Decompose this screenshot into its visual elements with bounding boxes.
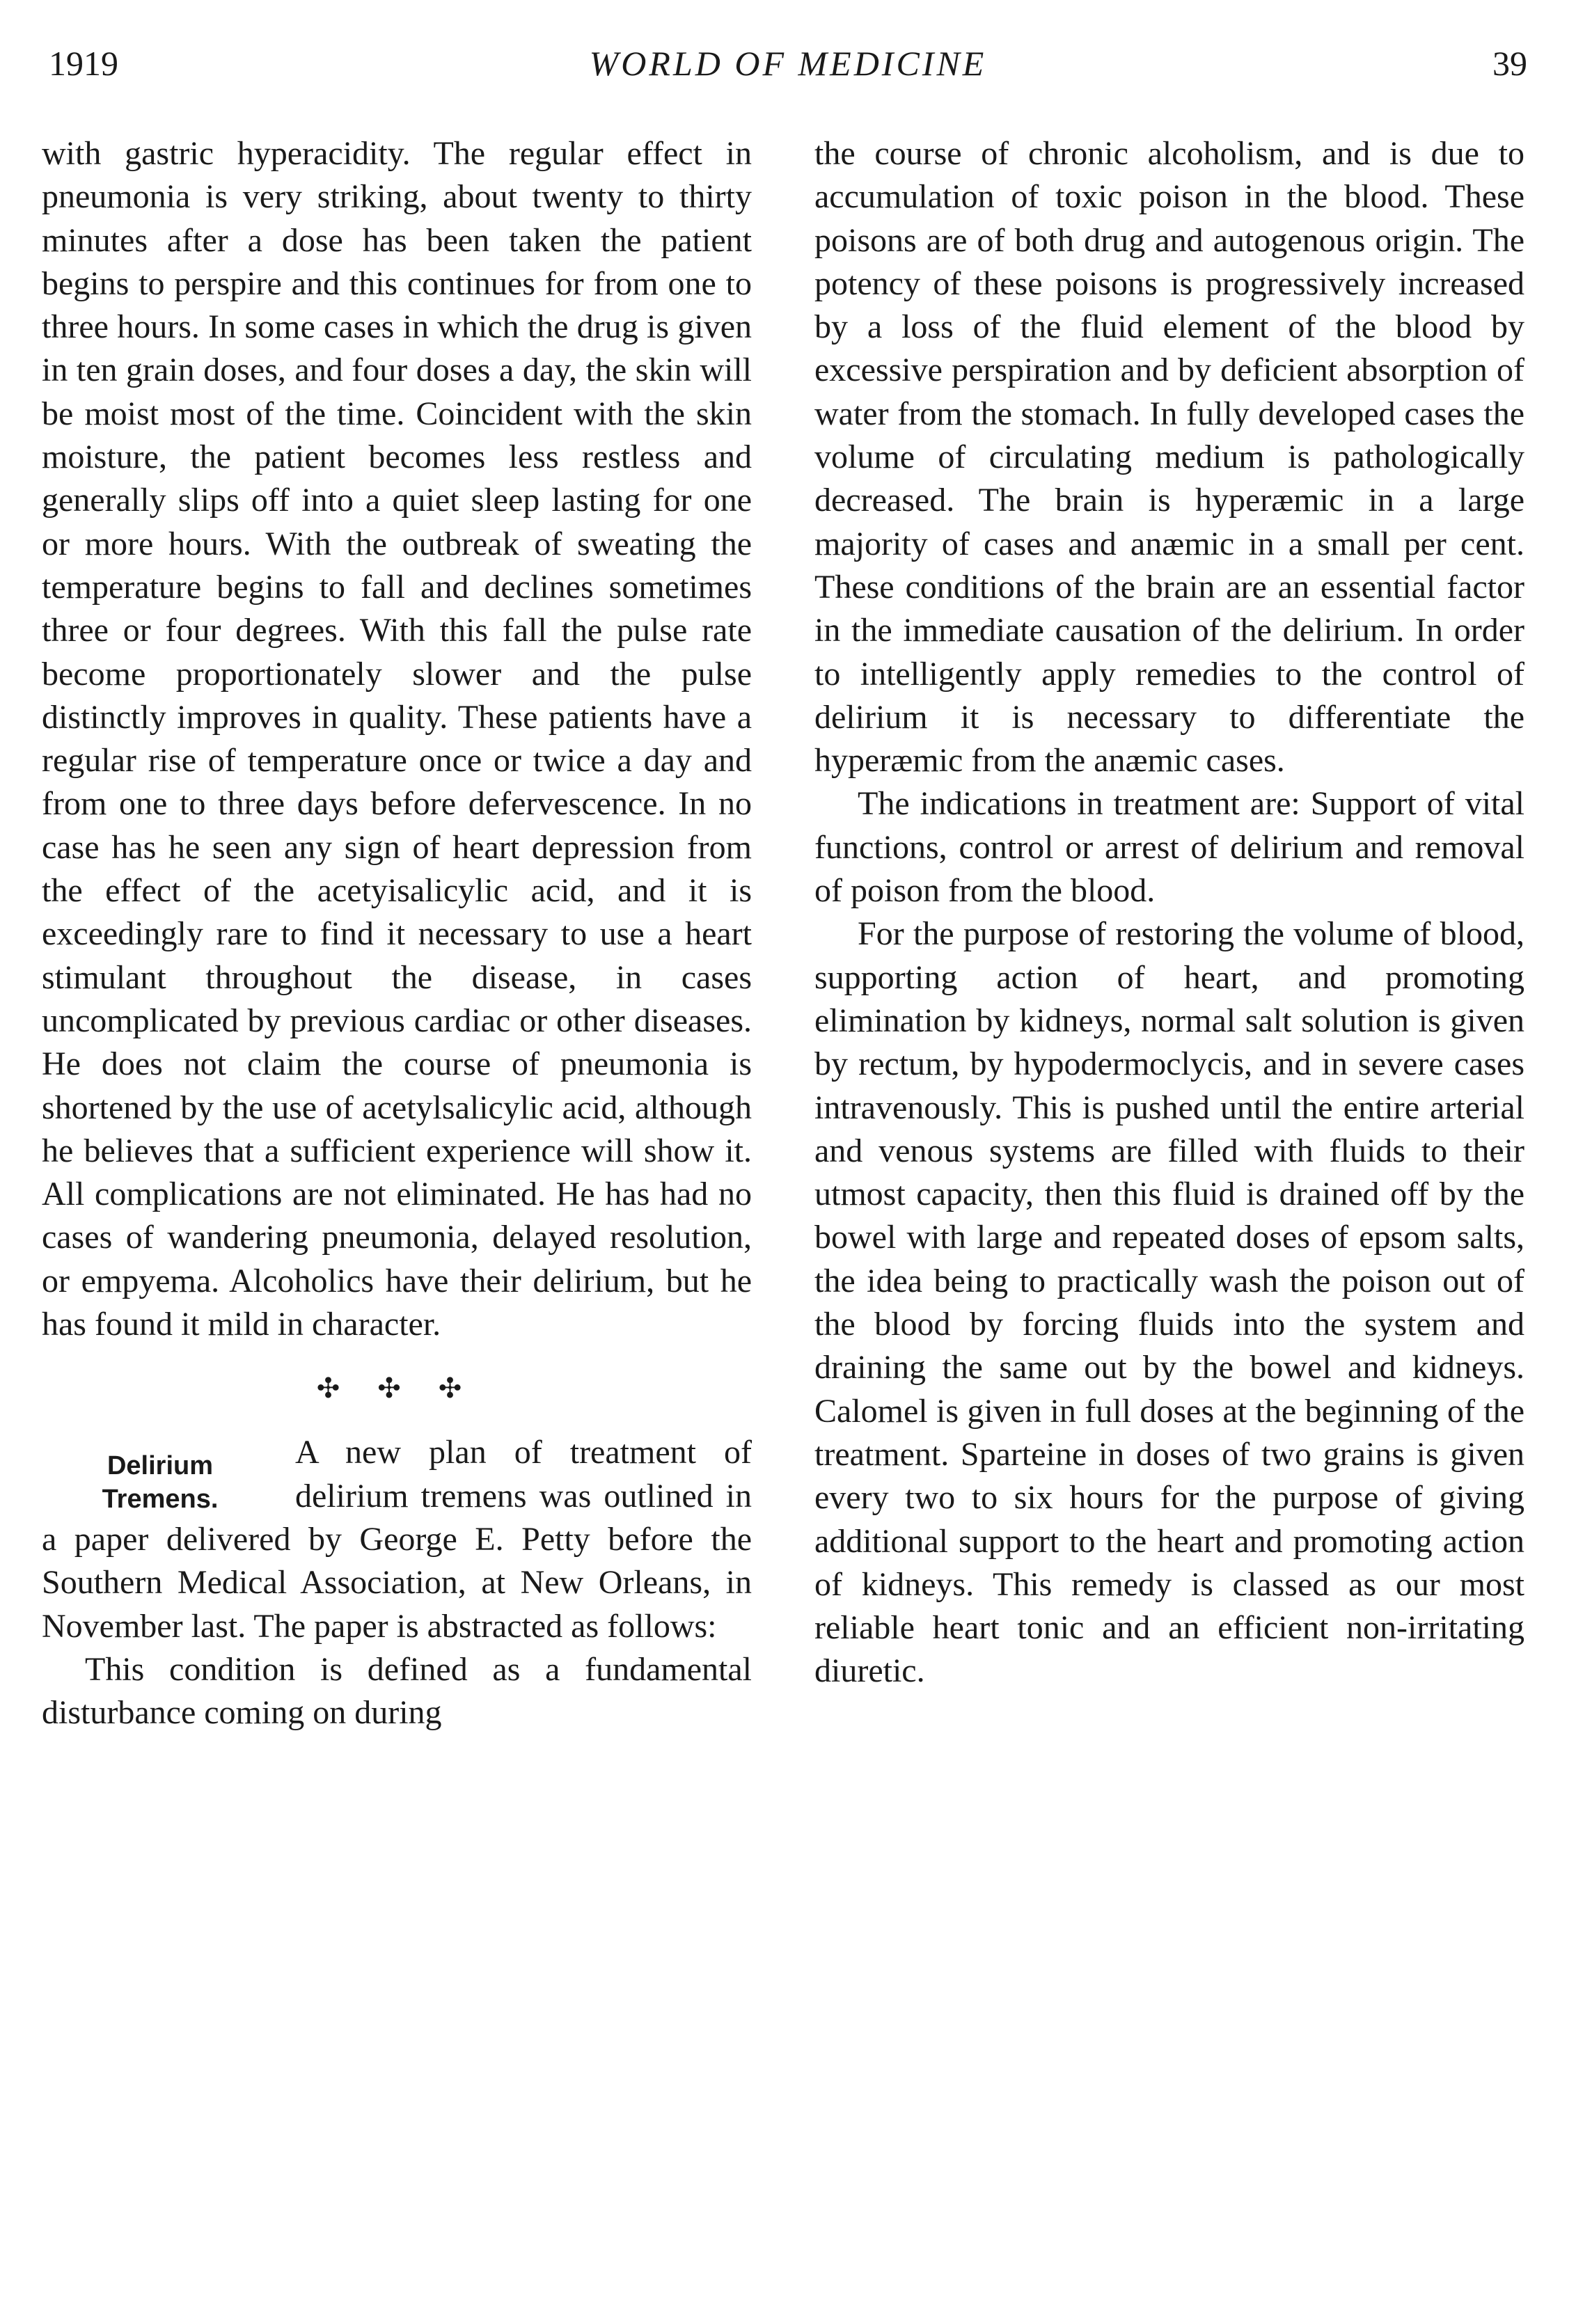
running-head: [49, 43, 1527, 92]
right-column: [814, 132, 1524, 1693]
left-paragraph-1: with gastric hyperacidity. The regular effect in pneumonia is very striking, about twenty to thirty minutes after a dose has been taken the patient begins to perspire and this continues for from one to three hours. In some cases in which the drug is given in ten grain doses, and four doses a day, the skin will be moist most of the time. Coincident with the skin moisture, the patient becomes less restless and generally slips off into a quiet sleep lasting for one or more hours. With the outbreak of sweating the temperature begins to fall and declines sometimes three or four degrees. With this fall the pulse rate become proportionately slower and the pulse distinctly improves in quality. These patients have a regular rise of temperature once or twice a day and from one to three days before defervescence. In no case has he seen any sign of heart depression from the effect of the acetyisalicylic acid, and it is exceedingly rare to find it necessary to use a heart stimulant throughout the disease, in cases uncomplicated by previous cardiac or other diseases. He does not claim the course of pneumonia is shortened by the use of acetylsalicylic acid, although he believes that a sufficient experience will show it. All complications are not eliminated. He has had no cases of wandering pneumonia, delayed resolution, or empyema. Alcoholics have their delirium, but he has found it mild in character.: [42, 135, 752, 1343]
page-number: 39: [1492, 44, 1527, 83]
side-heading: [42, 1449, 278, 1516]
right-paragraph-3: For the purpose of restoring the volume of blood, supporting action of heart, and promoting elimination by kidneys, normal salt solution is given by rectum, by hypodermoclycis, and in severe cases intravenously. This is pushed until the entire arterial and venous systems are filled with fluids to their utmost capacity, then this fluid is drained off by the bowel with large and repeated doses of epsom salts, the idea being to practically wash the poison out of the blood by forcing fluids into the system and draining the same out by the bowel and kidneys. Calomel is given in full doses at the beginning of the treatment. Sparteine in doses of two grains is given every two to six hours for the purpose of giving additional support to the heart and promoting action of kidneys. This remedy is classed as our most reliable heart tonic and an efficient non-irritating diuretic.: [814, 915, 1524, 1690]
left-paragraph-2: A new plan of treatment of delirium tremens was outlined in a paper delivered by George E. Petty before the Southern Medical Association, at New Orleans, in November last. The paper is abstracted as follows:: [42, 1434, 752, 1645]
side-heading-line-2: Tremens.: [102, 1485, 219, 1515]
left-column: [42, 132, 752, 1734]
right-paragraph-1: the course of chronic alcoholism, and is due to accumulation of toxic poison in the blood. These poisons are of both drug and autogenous origin. The potency of these poisons is progressively increased by a loss of the fluid element of the blood by excessive perspiration and by deficient absorption of water from the stomach. In fully developed cases the volume of circulating medium is pathologically decreased. The brain is hyperæmic in a large majority of cases and anæmic in a small per cent. These conditions of the brain are an essential factor in the immediate causation of the delirium. In order to intelligently apply remedies to the control of delirium it is necessary to differentiate the hyperæmic from the anæmic cases.: [814, 135, 1524, 780]
header-year: 1919: [49, 44, 118, 83]
left-paragraph-3: This condition is defined as a fundamental disturbance coming on during: [42, 1650, 752, 1732]
right-paragraph-2: The indications in treatment are: Support of vital functions, control or arrest of delirium and removal of poison from the blood.: [814, 785, 1524, 910]
side-heading-line-1: Delirium: [107, 1451, 214, 1481]
delirium-tremens-section: [42, 1431, 752, 1647]
journal-title: WORLD OF MEDICINE: [589, 44, 987, 83]
section-ornament: ✣ ✣ ✣: [316, 1373, 478, 1405]
